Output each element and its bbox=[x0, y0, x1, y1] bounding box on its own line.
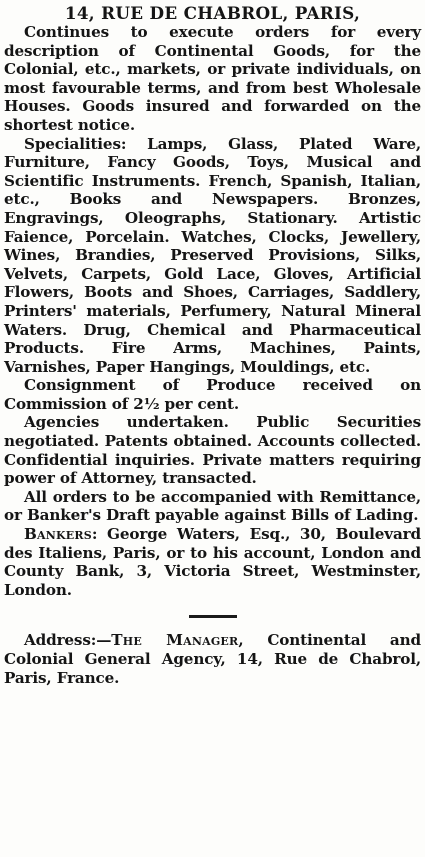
address-text: , Continental and Colonial General Agency, 14, Rue de Chabrol, Paris, France. bbox=[4, 631, 421, 687]
agencies-paragraph: Agencies undertaken. Public Securities negotiated. Patents obtained. Accounts collected. Confidential inquiries. Private matters requiring power of Attorney, transacted. bbox=[4, 413, 421, 488]
orders-paragraph: All orders to be accompanied with Remittance, or Banker's Draft payable against Bills of Lading. bbox=[4, 487, 421, 525]
address-label: Address:— bbox=[24, 631, 112, 650]
divider-rule bbox=[189, 615, 237, 618]
address-manager: The Manager bbox=[111, 631, 239, 650]
bankers-text: : George Waters, Esq., 30, Boulevard des Italiens, Paris, or to his account, London and County Bank, 3, Victoria Street, Westminster, London. bbox=[4, 525, 421, 599]
intro-paragraph: Continues to execute orders for every description of Continental Goods, for the Colonial, etc., markets, or private individuals, on most favourable terms, and from best Wholesale Houses. Goods insured and forwarded on the shortest notice. bbox=[4, 23, 421, 134]
bankers-label: Bankers bbox=[24, 525, 92, 544]
consignment-paragraph: Consignment of Produce received on Commission of 2½ per cent. bbox=[4, 376, 421, 413]
specialities-paragraph: Specialities: Lamps, Glass, Plated Ware, Furniture, Fancy Goods, Toys, Musical and Scientific Instruments. French, Spanish, Italian, etc., Books and Newspapers. Bronzes, Engravings, Oleographs, Stationary. Artistic Faience, Porcelain. Watches, Clocks, Jewellery, Wines, Brandies, Preserved Provisions, Silks, Velvets, Carpets, Gold Lace, Gloves, Artificial Flowers, Boots and Shoes, Carriages, Saddlery, Printers' materials, Perfumery, Natural Mineral Waters. Drug, Chemical and Pharmaceutical Products. Fire Arms, Machines, Paints, Varnishes, Paper Hangings, Mouldings, etc. bbox=[4, 134, 421, 376]
address-paragraph bbox=[4, 631, 421, 687]
bankers-paragraph bbox=[4, 525, 421, 599]
advert-heading: 14, RUE DE CHABROL, PARIS, bbox=[64, 3, 361, 23]
